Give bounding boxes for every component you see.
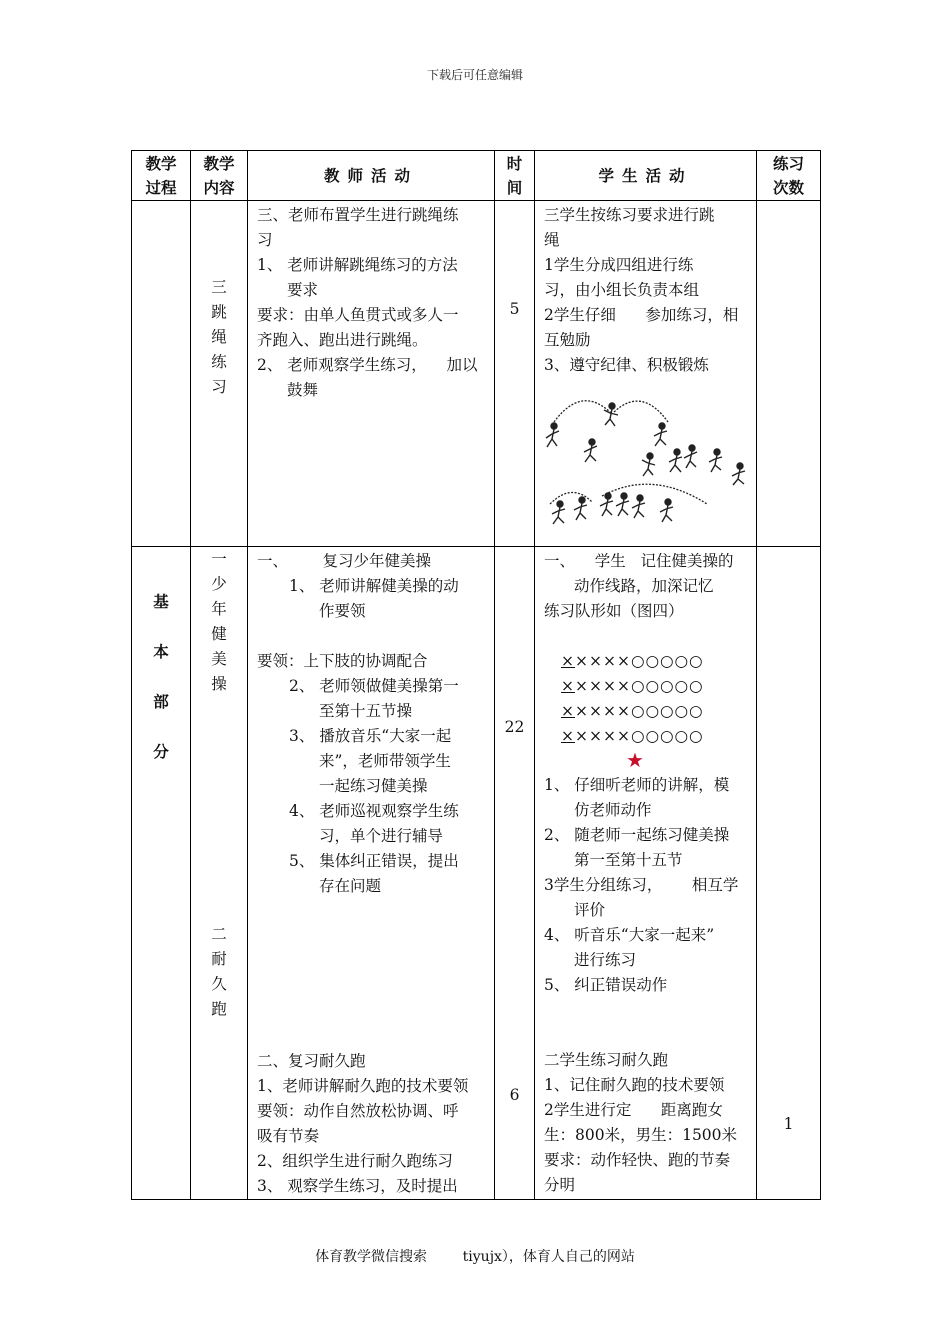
student-jump-rope: 三学生按练习要求进行跳 绳 1学生分成四组进行练 习，由小组长负责本组 2学生仔细 参加练习，相 互勉励 3、遵守纪律、积极锻炼 bbox=[535, 201, 757, 547]
teacher-main-part: 一、 复习少年健美操 1、 老师讲解健美操的动 作要领 要领：上下肢的协调配合 2、 老师领做健美操第一 至第十五节操 3、 播放音乐“大家一起 来”，老师带领学生 一起练习健美操 4、 老师巡视观察学生练 习，单个进行辅导 5、 集体纠正错误，提出 存在问题 二、复习耐久跑 1、老师讲解耐久跑的技术要领 要领：动作自然放松协调、呼 吸有节奏 2、组织学生进行耐久跑练习 3、 观察学生练习，及时提出 bbox=[248, 547, 495, 1200]
jumper-figure-13 bbox=[616, 493, 629, 516]
jumper-figure-7 bbox=[684, 445, 697, 468]
count-jump-rope bbox=[757, 201, 821, 547]
content-main-part: 一 少 年 健 美 操 二 耐 久 跑 bbox=[191, 547, 248, 1200]
footer-text: 体育教学微信搜索 tiyujx），体育人自己的网站 bbox=[315, 1249, 635, 1265]
formation-row-1: ×××××○○○○○ bbox=[561, 652, 704, 670]
process-main-part: 基 本 部 分 bbox=[132, 547, 191, 1200]
jumper-figure-8 bbox=[709, 449, 722, 472]
lesson-plan-table bbox=[131, 150, 821, 1200]
student-main-part: 一、 学生 记住健美操的 动作线路，加深记忆 练习队形如（图四） ×××××○○○○○ ×××××○○○○○ ×××××○○○○○ ×××××○○○○○ ★ 1、 仔细听老师的讲解，模 仿老师动作 2、 随老师一起练习健美操 第一至第十五节 3学生分组练习， 相互学 评价 4、 听音乐“大家一起来” 进行练习 5、 纠正错误动作 二学生练习耐久跑 1、记住耐久跑的技术要领 2学生进行定 距离跑女 生：800米，男生：1500米 要求：动作轻快、跑的节奏 分明 bbox=[535, 547, 757, 1200]
jumper-figure-4 bbox=[654, 423, 667, 446]
jumper-figure-10 bbox=[552, 501, 565, 524]
time-jump-rope: 5 bbox=[495, 201, 535, 547]
jumper-figure-14 bbox=[632, 495, 645, 518]
formation-row-3: ×××××○○○○○ bbox=[561, 702, 704, 720]
header-content: 教学 内容 bbox=[191, 151, 248, 201]
row-jump-rope bbox=[132, 201, 821, 547]
jumper-figure-12 bbox=[600, 493, 613, 516]
formation-row-4: ×××××○○○○○ bbox=[561, 727, 704, 745]
jumper-figure-2 bbox=[604, 403, 618, 426]
header-teacher: 教师活动 bbox=[248, 151, 495, 201]
teacher-star-icon: ★ bbox=[626, 748, 644, 772]
header-student: 学生活动 bbox=[535, 151, 757, 201]
header-count: 练习 次数 bbox=[757, 151, 821, 201]
teacher-jump-rope: 三、老师布置学生进行跳绳练 习 1、 老师讲解跳绳练习的方法 要求 要求：由单人鱼贯式或多人一 齐跑入、跑出进行跳绳。 2、 老师观察学生练习， 加以 鼓舞 bbox=[248, 201, 495, 547]
jumper-figure-5 bbox=[642, 453, 655, 476]
jumper-figure-6 bbox=[669, 449, 682, 472]
content-jump-rope: 三 跳 绳 练 习 bbox=[191, 201, 248, 547]
top-note: 下载后可任意编辑 bbox=[426, 68, 523, 82]
time-main-part: 22 6 bbox=[495, 547, 535, 1200]
jumper-figure-11 bbox=[574, 497, 587, 520]
header-time: 时 间 bbox=[495, 151, 535, 201]
row-main-part bbox=[132, 547, 821, 1200]
jump-rope-illustration bbox=[542, 384, 752, 534]
header-row bbox=[132, 151, 821, 201]
jumper-figure-3 bbox=[584, 439, 597, 462]
jumper-figure-1 bbox=[546, 423, 559, 447]
formation-row-2: ×××××○○○○○ bbox=[561, 677, 704, 695]
process-cell-empty bbox=[132, 201, 191, 547]
jumper-figure-15 bbox=[660, 499, 673, 522]
header-process: 教学 过程 bbox=[132, 151, 191, 201]
count-main-part: 1 bbox=[757, 547, 821, 1200]
jumper-figure-9 bbox=[732, 463, 745, 485]
